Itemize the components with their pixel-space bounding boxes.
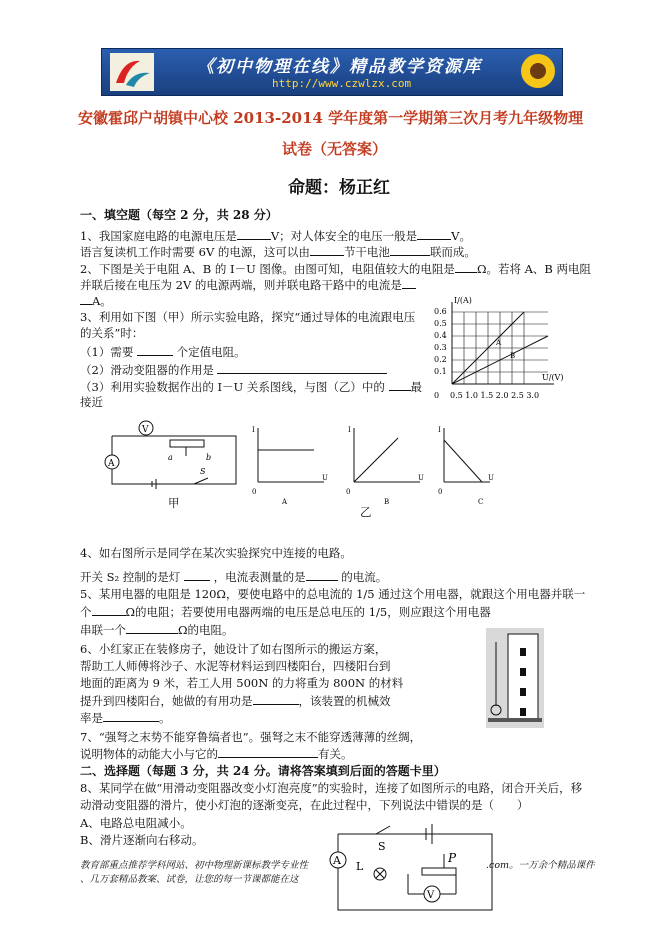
footer-left-2: 、几万套精品教案、试卷，让您的每一节课都能在这 <box>80 874 299 885</box>
graph-b-caption: B <box>384 498 390 506</box>
footer-left-1: 教育部重点推荐学科网站、初中物理新课标教学专业性 <box>80 860 309 871</box>
rheostat <box>170 440 204 447</box>
header-banner <box>101 48 563 96</box>
q2-line3: A。 <box>80 292 112 309</box>
switch-label: S <box>378 840 386 853</box>
q5-line1: 5、某用电器的电阻是 120Ω，要使电路中的总电流的 1/5 通过这个用电器，就跟这个用电器并联一 <box>80 587 586 601</box>
doc-title-line2: 试卷（无答案） <box>282 140 388 158</box>
graphs-yi <box>248 420 498 506</box>
voltmeter-label: V <box>142 425 149 435</box>
building-figure <box>486 628 544 728</box>
q3-line1: 3、利用如下图（甲）所示实验电路，探究“通过导体的电流跟电压 <box>80 310 416 324</box>
banner-url[interactable]: http://www.czwlzx.com <box>272 77 412 90</box>
graph-a-origin: 0 <box>252 488 257 496</box>
graph-c-ylabel: I <box>438 426 441 434</box>
switch-label: S <box>200 467 206 476</box>
graph-a-ylabel: I <box>252 426 255 434</box>
point-a-label: a <box>168 453 173 462</box>
iu-ytick: 0.4 <box>434 331 447 340</box>
iu-graph <box>430 294 566 406</box>
building-wall <box>508 634 538 720</box>
q3-line2: 的关系”时： <box>80 326 144 340</box>
iu-ytick: 0.1 <box>434 367 447 376</box>
q6-line1: 6、小红家正在装修房子，她设计了如右图所示的搬运方案， <box>80 642 387 656</box>
graph-c-origin: 0 <box>438 488 443 496</box>
q6-line2: 帮助工人师傅将沙子、水泥等材料运到四楼阳台，四楼阳台到 <box>80 659 391 673</box>
q3-line5: （3）利用实验数据作出的 I－U 关系图线，与图（乙）中的 最 <box>80 380 423 394</box>
circuit-q8 <box>322 818 498 924</box>
building-window <box>520 648 526 656</box>
section1-heading: 一、填空题（每空 2 分，共 28 分） <box>80 208 278 222</box>
q6-line5: 率是 。 <box>80 711 171 725</box>
sunflower-icon <box>518 51 558 91</box>
building-window <box>520 668 526 676</box>
site-logo-icon <box>110 53 154 91</box>
iu-xlabel: U/(V) <box>542 373 564 382</box>
switch-lever <box>194 478 208 484</box>
doc-author: 命题：杨正红 <box>288 178 390 198</box>
graph-a-caption: A <box>282 498 288 506</box>
graph-b-line <box>354 438 398 482</box>
q7-line1: 7、“强弩之末势不能穿鲁缟者也”。强弩之末不能穿透薄薄的丝绸， <box>80 730 422 744</box>
lamp-label: L <box>356 860 364 873</box>
iu-ylabel: I/(A) <box>454 296 472 305</box>
iu-ytick: 0.2 <box>434 355 447 364</box>
q4-line1: 4、如右图所示是同学在某次实验探究中连接的电路。 <box>80 546 352 560</box>
q8-line2: 动滑动变阻器的滑片，使小灯泡的逐渐变亮，在此过程中，下列说法中错误的是（ ） <box>80 798 529 812</box>
q6-line3: 地面的距离为 9 米，若工人用 500N 的力将重为 800N 的材料 <box>80 676 404 690</box>
iu-origin: 0 <box>434 391 440 400</box>
building-window <box>520 688 526 696</box>
iu-ytick: 0.5 <box>434 319 447 328</box>
ground <box>488 718 542 722</box>
q2-line1: 2、下图是关于电阻 A、B 的 I－U 图像。由图可知，电阻值较大的电阻是 Ω。若将 A、B 两电阻 <box>80 262 592 276</box>
graph-a-xlabel: U <box>322 474 328 482</box>
graph-b-ylabel: I <box>348 426 351 434</box>
ammeter-label: A <box>108 459 115 469</box>
q5-line3: 串联一个 Ω的电阻。 <box>80 623 234 637</box>
ammeter-label: A <box>333 854 341 867</box>
footer-right-1: .com。一万余个精品课件 <box>486 860 595 871</box>
iu-ytick: 0.6 <box>434 307 447 316</box>
iu-ytick: 0.3 <box>434 343 447 352</box>
q6-line4: 提升到四楼阳台，她做的有用功是 ，该装置的机械效 <box>80 694 391 708</box>
graph-c-caption: C <box>478 498 484 506</box>
q3-line3: （1）需要 个定值电阻。 <box>80 345 246 359</box>
graph-c-xlabel: U <box>488 474 494 482</box>
graph-b-origin: 0 <box>346 488 351 496</box>
q8-line1: 8、某同学在做“用滑动变阻器改变小灯泡亮度”的实验时，连接了如图所示的电路，闭合开关后，移 <box>80 781 583 795</box>
q7-line2: 说明物体的动能大小与它的 有关。 <box>80 747 353 761</box>
graph-c-line <box>444 440 482 482</box>
q5-line2: 个 Ω的电阻；若要使用电器两端的电压是总电压的 1/5，则应跟这个用电器 <box>80 605 491 619</box>
q1-line1: 1、我国家庭电路的电源电压是 V；对人体安全的电压一般是 V。 <box>80 229 471 243</box>
building-window <box>520 708 526 716</box>
q1-line2: 语言复读机工作时需要 6V 的电源，这可以由 节干电池 联而成。 <box>80 245 476 259</box>
q4-line2: 开关 S₂ 控制的是灯 ，电流表测量的是 的电流。 <box>80 570 388 584</box>
q8-option-b: B、滑片逐渐向右移动。 <box>80 833 204 847</box>
banner-title: 《初中物理在线》精品教学资源库 <box>197 57 482 77</box>
iu-label-a: A <box>496 339 502 347</box>
slider-label: P <box>448 851 457 865</box>
figure-jia-caption: 甲 <box>168 496 180 510</box>
q3-line6: 接近 <box>80 395 103 409</box>
rheostat <box>422 868 456 875</box>
q2-line2: 并联后接在电压为 2V 的电源两端，则并联电路干路中的电流是 <box>80 276 416 293</box>
figure-yi-caption: 乙 <box>360 505 372 519</box>
iu-xticks: 0.5 1.0 1.5 2.0 2.5 3.0 <box>450 391 540 400</box>
q3-line4: （2）滑动变阻器的作用是 <box>80 361 387 378</box>
point-b-label: b <box>206 453 212 462</box>
doc-title-line1: 安徽霍邱户胡镇中心校 2013-2014 学年度第一学期第三次月考九年级物理 <box>78 109 584 127</box>
section2-heading: 二、选择题（每题 3 分，共 24 分。请将答案填到后面的答题卡里） <box>80 764 446 778</box>
graph-b-xlabel: U <box>418 474 424 482</box>
q8-option-a: A、电路总电阻减小。 <box>80 816 192 830</box>
voltmeter-label: V <box>427 890 435 901</box>
iu-label-b: B <box>510 352 516 360</box>
switch-lever <box>376 826 390 834</box>
circuit-jia <box>96 418 248 490</box>
